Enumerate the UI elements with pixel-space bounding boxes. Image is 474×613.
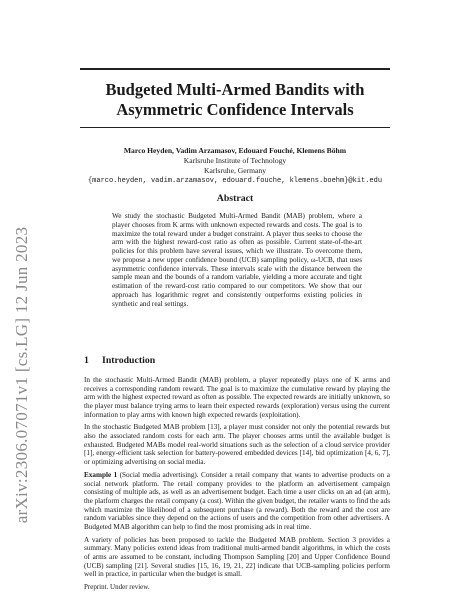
intro-paragraph-2: In the stochastic Budgeted MAB problem [13], a player must consider not only the potential rewards but also the associated random costs for each arm. The player chooses arms until the available budget is exhausted. Budgeted MABs model real-world situations such as the selection of a cloud service provider [1], energy-efficient task selection for battery-powered embedded devices [14], bid optimization [4, 6, 7], or optimizing advertising on social media. (84, 423, 390, 467)
affiliation: Karlsruhe Institute of Technology (183, 156, 287, 165)
example-label: Example 1 (84, 470, 118, 479)
author-emails: {marco.heyden, vadim.arzamasov, edouard.fouche, klemens.boehm}@kit.edu (87, 177, 383, 185)
location: Karlsruhe, Germany (204, 166, 266, 175)
author-block (70, 146, 400, 186)
example-paragraph (84, 471, 390, 532)
section-title: Introduction (102, 355, 156, 366)
title-line-1: Budgeted Multi-Armed Bandits with (105, 80, 365, 99)
title-top-rule (80, 68, 390, 70)
intro-paragraph-1: In the stochastic Multi-Armed Bandit (MAB) problem, a player repeatedly plays one of K arms and receives a corresponding random reward. The goal is to maximize the cumulative reward by playing the arm with the highest expected reward as often as possible. The expected rewards are initially unknown, so the player must balance trying arms to learn their expected rewards (exploration) versus using the current information to play arms with known high expected rewards (exploitation). (84, 376, 390, 419)
introduction-body (84, 376, 390, 583)
example-text: (Social media advertising). Consider a retail company that wants to advertise products on a social network platform. The retail company provides to the platform an advertisement campaign consisting of multiple ads, as well as an advertisement budget. Each time a user clicks on an ad (an arm), the platform charges the retail company (a cost). Within the given budget, the retailer wants to find the ads which maximize the likelihood of a subsequent purchase (a reward). Both the reward and the cost are random variables since they depend on the actions of users and the competition from other advertisers. A Budgeted MAB algorithm can help to find the most promising ads in real time. (84, 470, 391, 531)
author-names: Marco Heyden, Vadim Arzamasov, Edouard Fouché, Klemens Böhm (123, 146, 347, 155)
arxiv-side-stamp (2, 140, 42, 610)
intro-paragraph-3: A variety of policies has been proposed to tackle the Budgeted MAB problem. Section 3 provides a summary. Many policies extend ideas from traditional multi-armed bandit algorithms, in which the costs of arms are assumed to be constant, including Thompson Sampling [20] and Upper Confidence Bound (UCB) sampling [21]. Several studies [15, 16, 19, 21, 22] indicate that UCB-sampling policies perform well in practice, in particular when the budget is small. (84, 535, 390, 579)
section-number: 1 (84, 355, 89, 366)
arxiv-identifier: arXiv:2306.07071v1 [cs.LG] 12 Jun 2023 (12, 226, 31, 524)
abstract-heading: Abstract (216, 193, 254, 204)
abstract-body (112, 212, 362, 308)
page-footer: Preprint. Under review. (84, 583, 150, 591)
paper-title (80, 80, 390, 120)
title-bottom-rule (80, 127, 390, 128)
section-heading-introduction (84, 355, 155, 366)
title-line-2: Asymmetric Confidence Intervals (116, 100, 354, 119)
abstract-text: We study the stochastic Budgeted Multi-Armed Bandit (MAB) problem, where a player chooses from K arms with unknown expected rewards and costs. The goal is to maximize the total reward under a budget constraint. A player thus seeks to choose the arm with the highest reward-cost ratio as often as possible. Current state-of-the-art policies for this problem have several issues, which we illustrate. To overcome them, we propose a new upper confidence bound (UCB) sampling policy, ω-UCB, that uses asymmetric confidence intervals. These intervals scale with the distance between the sample mean and the bounds of a random variable, yielding a more accurate and tight estimation of the reward-cost ratio compared to our competitors. We show that our approach has logarithmic regret and consistently outperforms existing policies in synthetic and real settings. (112, 212, 362, 308)
